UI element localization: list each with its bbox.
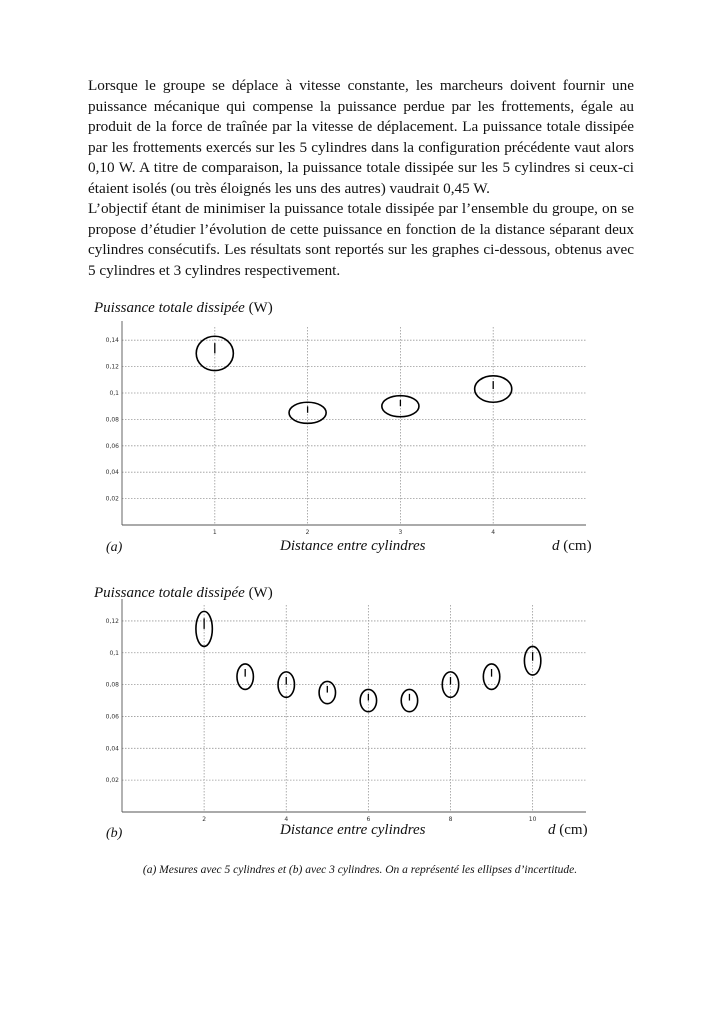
chart-a-ytick-label: 0,12: [105, 363, 119, 371]
chart-b-ytick-label: 0,04: [105, 745, 119, 753]
chart-b-ytick-label: 0,08: [105, 681, 119, 689]
chart-a-xunit-symbol: d: [552, 538, 560, 554]
chart-b-xunit-symbol: d: [548, 822, 556, 838]
chart-a-ytick-label: 0,04: [105, 469, 119, 477]
chart-b-ytick-label: 0,06: [105, 713, 119, 721]
chart-a-xtick-label: 4: [491, 529, 496, 536]
chart-a-ytick-label: 0,08: [105, 416, 119, 424]
chart-b-xunit: [548, 822, 588, 839]
paragraph-1: Lorsque le groupe se déplace à vitesse constante, les marcheurs doivent fournir une puissance mécanique qui compense la puissance perdue par les frottements, égale au produit de la force de traînée par la vitesse de déplacement. La puissance totale dissipée par les frottements exercés sur les 5 cylindres dans la configuration précédente vaut alors 0,10 W. A titre de comparaison, la puissance totale dissipée sur les 5 cylindres si ceux-ci étaient isolés (ou très éloignés les uns des autres) vaudrait 0,45 W.: [88, 77, 634, 197]
chart-a-ylabel-text: Puissance totale dissipée: [94, 300, 245, 316]
chart-a-xunit-text: (cm): [563, 538, 592, 554]
chart-a-ylabel-unit: (W): [248, 300, 273, 316]
chart-b-xtick-label: 8: [448, 816, 453, 823]
chart-b-xtick-label: 2: [202, 816, 207, 823]
chart-b-ytick-label: 0,1: [109, 649, 119, 657]
chart-a-xtick-label: 2: [305, 529, 310, 536]
chart-b-xlabel: Distance entre cylindres: [280, 822, 426, 838]
paragraph-2: L’objectif étant de minimiser la puissance totale dissipée par l’ensemble du groupe, on se propose d’étudier l’évolution de cette puissance en fonction de la distance séparant deux cylindres consécutifs. Les résultats sont reportés sur les graphes ci-dessous, obtenus avec 5 cylindres et 3 cylindres respectivement.: [88, 200, 634, 279]
chart-b-ylabel-unit: (W): [248, 585, 273, 601]
chart-a-xtick-label: 3: [398, 529, 403, 536]
chart-a-ytick-label: 0,02: [105, 495, 119, 503]
chart-a-ytick-label: 0,06: [105, 442, 119, 450]
chart-b-ytick-label: 0,02: [105, 777, 119, 785]
chart-b-xunit-text: (cm): [559, 822, 588, 838]
chart-b-ytick-label: 0,12: [105, 617, 119, 625]
chart-b-ylabel-text: Puissance totale dissipée: [94, 585, 245, 601]
chart-b-xtick-label: 4: [284, 816, 289, 823]
figure-caption: (a) Mesures avec 5 cylindres et (b) avec 3 cylindres. On a représenté les ellipses d’incertitude.: [142, 864, 578, 876]
chart-b-panel-label: (b): [106, 826, 123, 841]
chart-b-xtick-label: 6: [366, 816, 371, 823]
chart-a-panel-label: (a): [106, 540, 123, 555]
chart-a-ytick-label: 0,14: [105, 337, 119, 345]
chart-a-xtick-label: 1: [212, 529, 217, 536]
chart-b-xtick-label: 10: [528, 816, 537, 823]
chart-a-ytick-label: 0,1: [109, 390, 119, 397]
chart-a-xlabel: Distance entre cylindres: [280, 538, 426, 554]
